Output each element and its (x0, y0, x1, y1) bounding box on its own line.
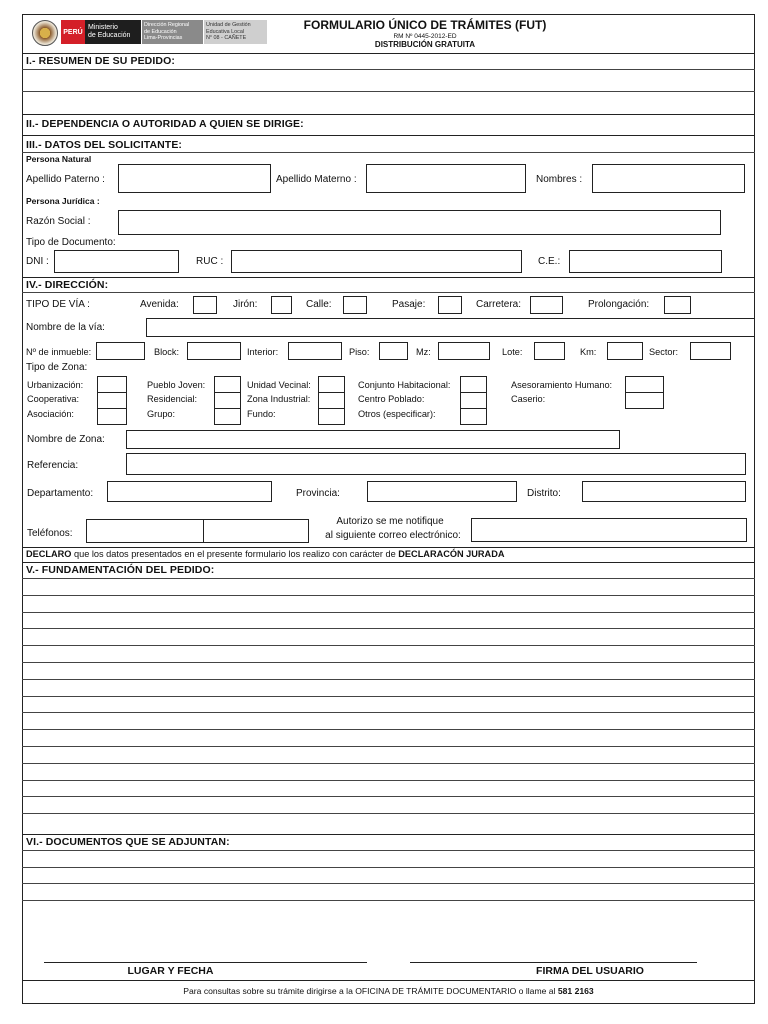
mz-label: Mz: (416, 347, 431, 357)
peru-logo: PERÚ (61, 20, 85, 44)
grupo-checkbox[interactable] (214, 408, 241, 425)
form-frame (22, 14, 755, 1004)
tipo-documento-label: Tipo de Documento: (26, 237, 116, 248)
ruc-label: RUC : (196, 256, 224, 267)
dre-line2: de Educación (144, 28, 177, 35)
persona-natural-label: Persona Natural (26, 154, 92, 164)
pasaje-checkbox[interactable] (438, 296, 462, 314)
dre-line3: Lima-Provincias (144, 35, 183, 42)
writing-line[interactable] (22, 763, 755, 764)
telefono-1-field[interactable] (86, 519, 204, 543)
divider (22, 135, 755, 136)
divider (22, 834, 755, 835)
writing-line[interactable] (22, 867, 755, 868)
divider (22, 53, 755, 54)
writing-line[interactable] (22, 900, 755, 901)
form-title: FORMULARIO ÚNICO DE TRÁMITES (FUT) (303, 18, 547, 32)
autorizo-line1: Autorizo se me notifique (336, 516, 444, 527)
persona-juridica-label: Persona Jurídica : (26, 196, 100, 206)
urbanizacion-checkbox[interactable] (97, 376, 127, 393)
dre-line1: Dirección Regional (144, 22, 190, 29)
jiron-label: Jirón: (233, 299, 258, 310)
caserio-checkbox[interactable] (625, 392, 664, 409)
ministerio-logo (85, 20, 141, 44)
prolongacion-checkbox[interactable] (664, 296, 691, 314)
nombres-label: Nombres : (536, 174, 583, 185)
ugel-line1: Unidad de Gestión (206, 22, 251, 29)
apellido-paterno-label: Apellido Paterno : (26, 174, 105, 185)
distrito-field[interactable] (582, 481, 746, 502)
writing-line[interactable] (22, 813, 755, 814)
nombre-zona-label: Nombre de Zona: (27, 434, 105, 445)
divider (22, 562, 755, 563)
writing-line[interactable] (22, 628, 755, 629)
ministerio-line2: de Educación (88, 32, 131, 39)
fundo-checkbox[interactable] (318, 408, 345, 425)
block-label: Block: (154, 347, 180, 357)
provincia-field[interactable] (367, 481, 517, 502)
centro-poblado-label: Centro Poblado: (358, 394, 425, 404)
nombre-via-field[interactable] (146, 318, 755, 337)
otros-label: Otros (especificar): (358, 409, 436, 419)
distribution-note: DISTRIBUCIÓN GRATUITA (374, 40, 476, 49)
apellido-materno-field[interactable] (366, 164, 526, 193)
correo-electronico-field[interactable] (471, 518, 747, 542)
razon-social-label: Razón Social : (26, 216, 91, 227)
lote-field[interactable] (534, 342, 565, 360)
km-label: Km: (580, 347, 597, 357)
nombres-field[interactable] (592, 164, 745, 193)
residencial-checkbox[interactable] (214, 392, 241, 409)
writing-line[interactable] (22, 662, 755, 663)
tipo-via-label: TIPO DE VÍA : (26, 299, 90, 310)
asesoramiento-humano-label: Asesoramiento Humano: (511, 380, 613, 390)
divider (22, 547, 755, 548)
grupo-label: Grupo: (147, 409, 176, 419)
resolution-number: RM Nº 0445-2012-ED (393, 33, 457, 40)
asociacion-checkbox[interactable] (97, 408, 127, 425)
avenida-label: Avenida: (140, 299, 179, 310)
writing-line[interactable] (22, 696, 755, 697)
writing-line[interactable] (22, 850, 755, 851)
ugel-logo (203, 20, 267, 44)
lugar-fecha-label: LUGAR Y FECHA (127, 965, 214, 977)
divider (22, 152, 755, 153)
writing-line[interactable] (22, 883, 755, 884)
divider (22, 91, 755, 92)
unidad-vecinal-checkbox[interactable] (318, 376, 345, 393)
footer-note (22, 986, 755, 996)
otros-checkbox[interactable] (460, 408, 487, 425)
telefonos-label: Teléfonos: (27, 528, 73, 539)
zona-industrial-label: Zona Industrial: (247, 394, 311, 404)
footer-phone: 581 2163 (557, 986, 594, 996)
departamento-field[interactable] (107, 481, 272, 502)
distrito-label: Distrito: (527, 488, 561, 499)
provincia-label: Provincia: (296, 488, 340, 499)
cooperativa-checkbox[interactable] (97, 392, 127, 409)
writing-line[interactable] (22, 679, 755, 680)
asociacion-label: Asociación: (27, 409, 74, 419)
asesoramiento-humano-checkbox[interactable] (625, 376, 664, 393)
avenida-checkbox[interactable] (193, 296, 217, 314)
declaracion-text (26, 549, 504, 559)
carretera-label: Carretera: (476, 299, 522, 310)
section-3-title: III.- DATOS DEL SOLICITANTE: (26, 139, 183, 151)
apellido-paterno-field[interactable] (118, 164, 271, 193)
pueblo-joven-label: Pueblo Joven: (147, 380, 206, 390)
section-5-title: V.- FUNDAMENTACIÓN DEL PEDIDO: (26, 564, 215, 576)
interior-label: Interior: (247, 347, 279, 357)
tipo-zona-label: Tipo de Zona: (26, 362, 88, 373)
ugel-line3: N° 08 - CAÑETE (206, 35, 247, 42)
writing-line[interactable] (22, 780, 755, 781)
caserio-label: Caserio: (511, 394, 546, 404)
calle-label: Calle: (306, 299, 332, 310)
lote-label: Lote: (502, 347, 523, 357)
writing-line[interactable] (22, 578, 755, 579)
pueblo-joven-checkbox[interactable] (214, 376, 241, 393)
divider (22, 980, 755, 981)
sector-label: Sector: (649, 347, 679, 357)
zona-industrial-checkbox[interactable] (318, 392, 345, 409)
writing-line[interactable] (22, 729, 755, 730)
writing-line[interactable] (22, 746, 755, 747)
writing-line[interactable] (22, 612, 755, 613)
referencia-field[interactable] (126, 453, 746, 475)
ministerio-line1: Ministerio (88, 23, 118, 31)
writing-line[interactable] (22, 645, 755, 646)
sector-field[interactable] (690, 342, 731, 360)
ce-field[interactable] (569, 250, 722, 273)
pasaje-label: Pasaje: (392, 299, 426, 310)
dni-field[interactable] (54, 250, 179, 273)
piso-field[interactable] (379, 342, 408, 360)
declaracion-body: que los datos presentados en el presente formulario los realizo con carácter de (71, 549, 399, 559)
lugar-fecha-line (44, 962, 367, 963)
divider (22, 292, 755, 293)
divider (22, 277, 755, 278)
autorizo-line2: al siguiente correo electrónico: (325, 530, 461, 541)
coat-of-arms-icon (32, 20, 58, 46)
jiron-checkbox[interactable] (271, 296, 292, 314)
block-field[interactable] (187, 342, 241, 360)
dni-label: DNI : (26, 256, 49, 267)
apellido-materno-label: Apellido Materno : (276, 174, 357, 185)
calle-checkbox[interactable] (343, 296, 367, 314)
cooperativa-label: Cooperativa: (27, 394, 80, 404)
razon-social-field[interactable] (118, 210, 721, 235)
referencia-label: Referencia: (27, 460, 79, 471)
departamento-label: Departamento: (27, 488, 94, 499)
writing-line[interactable] (22, 595, 755, 596)
nombre-via-label: Nombre de la vía: (26, 322, 105, 333)
section-2-title: II.- DEPENDENCIA O AUTORIDAD A QUIEN SE DIRIGE: (26, 118, 304, 130)
residencial-label: Residencial: (147, 394, 198, 404)
section-6-title: VI.- DOCUMENTOS QUE SE ADJUNTAN: (26, 836, 230, 848)
dre-logo (141, 20, 203, 44)
writing-line[interactable] (22, 712, 755, 713)
prolongacion-label: Prolongación: (588, 299, 650, 310)
section-1-title: I.- RESUMEN DE SU PEDIDO: (26, 55, 175, 67)
ce-label: C.E.: (538, 256, 561, 267)
nombre-zona-field[interactable] (126, 430, 620, 449)
firma-usuario-line (410, 962, 697, 963)
ugel-line2: Educativa Local (206, 28, 245, 35)
telefono-2-field[interactable] (203, 519, 309, 543)
logo-strip (32, 20, 267, 46)
writing-line[interactable] (22, 796, 755, 797)
divider (22, 69, 755, 70)
unidad-vecinal-label: Unidad Vecinal: (247, 380, 311, 390)
conjunto-habitacional-label: Conjunto Habitacional: (358, 380, 451, 390)
mz-field[interactable] (438, 342, 490, 360)
carretera-checkbox[interactable] (530, 296, 563, 314)
ruc-field[interactable] (231, 250, 522, 273)
num-inmueble-label: Nº de inmueble: (26, 347, 92, 357)
piso-label: Piso: (349, 347, 370, 357)
num-inmueble-field[interactable] (96, 342, 145, 360)
conjunto-habitacional-checkbox[interactable] (460, 376, 487, 393)
section-4-title: IV.- DIRECCIÓN: (26, 279, 109, 291)
firma-usuario-label: FIRMA DEL USUARIO (536, 965, 644, 977)
footer-text: Para consultas sobre su trámite dirigirse a la OFICINA DE TRÁMITE DOCUMENTARIO o llame al (183, 986, 558, 996)
km-field[interactable] (607, 342, 643, 360)
divider (22, 114, 755, 115)
declaro-word: DECLARO (26, 549, 72, 559)
declaracion-jurada: DECLARACÓN JURADA (398, 549, 505, 559)
centro-poblado-checkbox[interactable] (460, 392, 487, 409)
interior-field[interactable] (288, 342, 342, 360)
urbanizacion-label: Urbanización: (27, 380, 84, 390)
fundo-label: Fundo: (247, 409, 276, 419)
